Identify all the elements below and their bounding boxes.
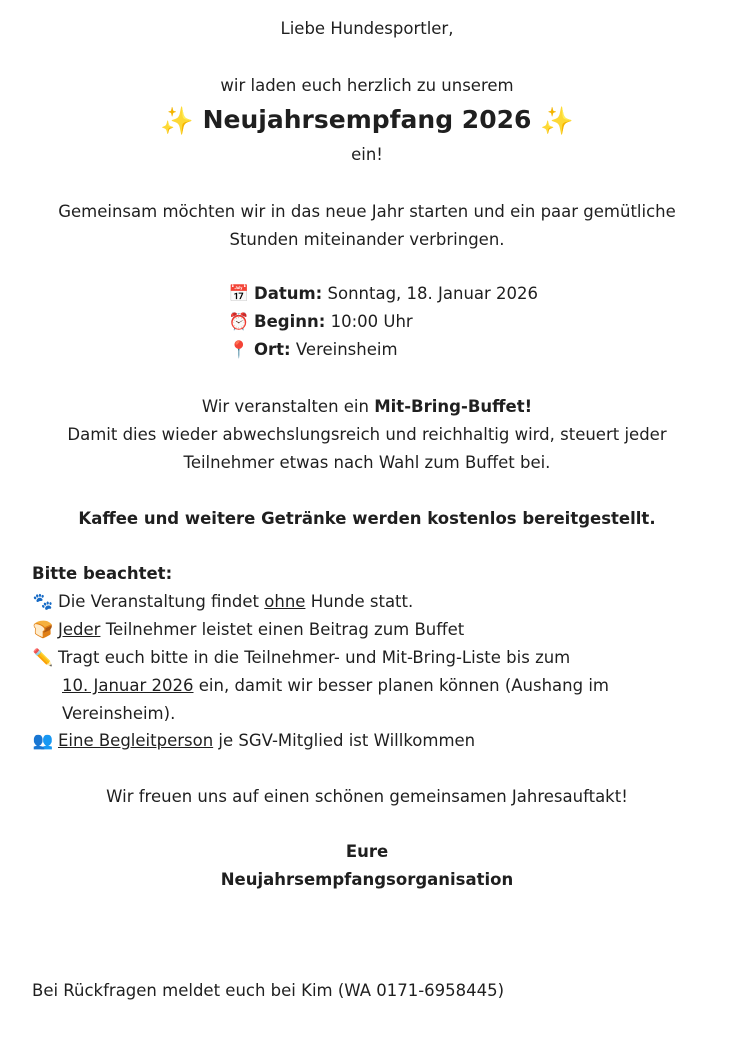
date-value: Sonntag, 18. Januar 2026 bbox=[327, 284, 539, 303]
pen-icon: ✏️ bbox=[32, 648, 54, 667]
begin-value: 10:00 Uhr bbox=[330, 312, 413, 331]
intro-line-2: Stunden miteinander verbringen. bbox=[229, 230, 505, 249]
sparkles-icon: ✨ bbox=[160, 106, 194, 137]
sparkles-icon: ✨ bbox=[540, 106, 574, 137]
date-row bbox=[228, 283, 538, 305]
note-companion: 👥 Eine Begleitperson je SGV-Mitglied ist Willkommen bbox=[32, 731, 476, 750]
alarm-clock-icon: ⏰ bbox=[228, 312, 250, 331]
begin-label: Beginn: bbox=[254, 312, 326, 331]
notes-heading: Bitte beachtet: bbox=[32, 564, 173, 583]
contact-line: Bei Rückfragen meldet euch bei Kim (WA 0171-6958445) bbox=[32, 981, 505, 1000]
buffet-name: Mit-Bring-Buffet! bbox=[374, 397, 533, 416]
place-value: Vereinsheim bbox=[295, 340, 398, 359]
place-row bbox=[228, 339, 398, 361]
people-icon: 👥 bbox=[32, 731, 54, 750]
buffet-line-1 bbox=[0, 396, 734, 418]
bread-icon: 🍞 bbox=[32, 620, 54, 639]
note-no-dogs: 🐾 Die Veranstaltung findet ohne Hunde statt. bbox=[32, 592, 414, 611]
note-signup-list: ✏️ Tragt euch bitte in die Teilnehmer- und Mit-Bring-Liste bis zum 10. Januar 2026 ein, damit wir besser planen können (Aushang im Vereinsheim). bbox=[32, 648, 610, 723]
closing-line: Wir freuen uns auf einen schönen gemeinsamen Jahresauftakt! bbox=[106, 787, 628, 806]
signature-line-1: Eure bbox=[345, 842, 389, 861]
pushpin-icon: 📍 bbox=[228, 340, 250, 359]
buffet-line-3: Teilnehmer etwas nach Wahl zum Buffet bei. bbox=[183, 453, 551, 472]
buffet-intro: Wir veranstalten ein bbox=[201, 397, 369, 416]
paw-prints-icon: 🐾 bbox=[32, 592, 54, 611]
greeting: Liebe Hundesportler, bbox=[280, 19, 454, 38]
event-title: Neujahrsempfang 2026 bbox=[202, 105, 532, 134]
intro-line-1: Gemeinsam möchten wir in das neue Jahr starten und ein paar gemütliche bbox=[58, 202, 676, 221]
date-label: Datum: bbox=[254, 284, 323, 303]
place-label: Ort: bbox=[254, 340, 291, 359]
signature-line-2: Neujahrsempfangsorganisation bbox=[220, 870, 514, 889]
note-contribution: 🍞 Jeder Teilnehmer leistet einen Beitrag zum Buffet bbox=[32, 620, 465, 639]
ein-text: ein! bbox=[351, 145, 383, 164]
invite-line: wir laden euch herzlich zu unserem bbox=[220, 76, 514, 95]
event-title-row bbox=[0, 103, 734, 139]
begin-row bbox=[228, 311, 413, 333]
calendar-icon: 📅 bbox=[228, 284, 250, 303]
drinks-note: Kaffee und weitere Getränke werden kostenlos bereitgestellt. bbox=[78, 509, 656, 528]
buffet-line-2: Damit dies wieder abwechslungsreich und reichhaltig wird, steuert jeder bbox=[67, 425, 667, 444]
